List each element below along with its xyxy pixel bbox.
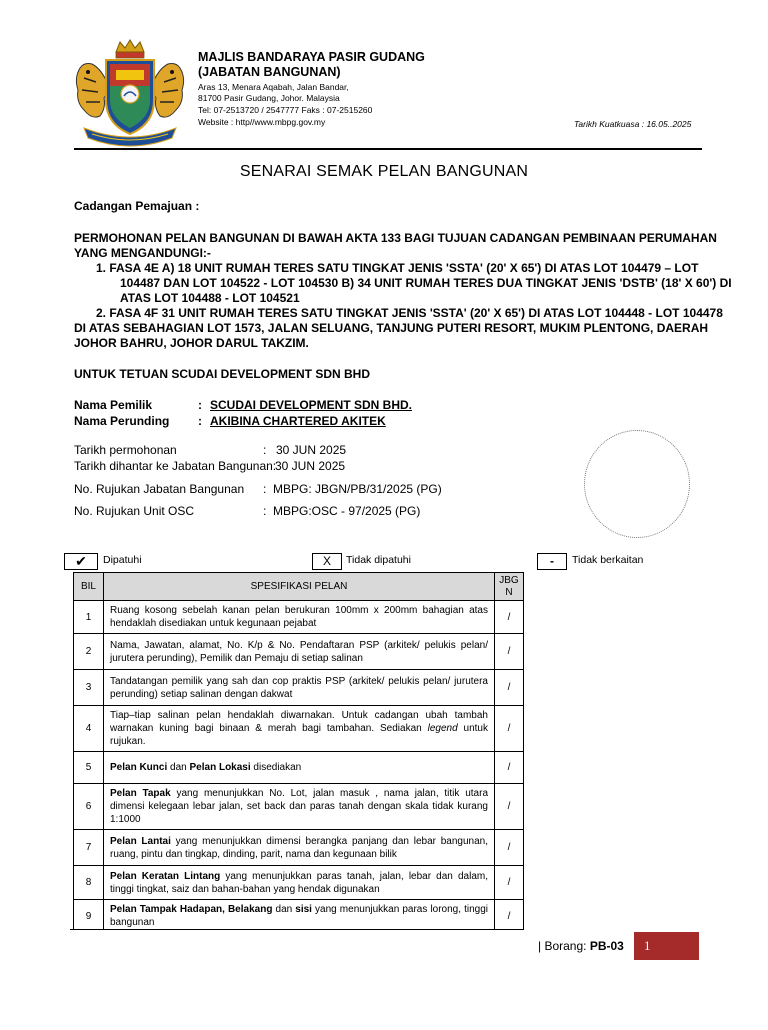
owner-colon: :	[198, 398, 202, 412]
row-number: 1	[74, 601, 104, 634]
row-number: 2	[74, 634, 104, 670]
osc-ref-label: No. Rujukan Unit OSC	[74, 504, 195, 518]
row-specification: Pelan Keratan Lintang yang menunjukkan paras tanah, jalan, lebar dan dalam, tinggi tingkat, saiz dan bahan-bahan yang hendak digunakan	[104, 866, 495, 900]
row-specification: Nama, Jawatan, alamat, No. K/p & No. Pendaftaran PSP (arkitek/ pelukis pelan/ jurutera perunding), Pemilik dan Pemaju di setiap salinan	[104, 634, 495, 670]
osc-ref-value: MBPG:OSC - 97/2025 (PG)	[273, 504, 421, 518]
proposal-line: YANG MENGANDUNGI:-	[74, 246, 211, 260]
row-number: 7	[74, 830, 104, 866]
header-dept	[495, 573, 524, 601]
proposal-line: JOHOR BAHRU, JOHOR DARUL TAKZIM.	[74, 336, 309, 350]
submission-date-value: 30 JUN 2025	[275, 459, 346, 473]
table-row	[74, 670, 524, 706]
proposal-item-line: 2. FASA 4F 31 UNIT RUMAH TERES SATU TINGKAT JENIS 'SSTA' (20' X 65') DI ATAS LOT 104448 - LOT 104478	[96, 306, 723, 320]
form-code: PB-03	[589, 939, 624, 953]
table-row	[74, 830, 524, 866]
consultant-value: AKIBINA CHARTERED AKITEK	[210, 414, 386, 428]
official-stamp-area	[584, 430, 690, 538]
owner-label: Nama Pemilik	[74, 398, 153, 412]
organization-name: MAJLIS BANDARAYA PASIR GUDANG	[198, 50, 425, 64]
row-specification: Pelan Lantai yang menunjukkan dimensi berangka panjang dan lebar bangunan, ruang, pintu dan tingkap, dinding, parit, nama dan kegunaan bilik	[104, 830, 495, 866]
row-check-mark: /	[495, 866, 524, 900]
building-dept-ref-value: MBPG: JBGN/PB/31/2025 (PG)	[273, 482, 442, 496]
header-no	[74, 573, 104, 601]
row-check-mark: /	[495, 634, 524, 670]
mbpg-crest-logo	[70, 38, 190, 150]
row-check-mark: /	[495, 752, 524, 784]
effective-date: Tarikh Kuatkuasa : 16.05..2025	[574, 119, 692, 129]
table-row	[74, 601, 524, 634]
phone-fax-line: Tel: 07-2513720 / 2547777 Faks : 07-2515260	[198, 105, 373, 115]
row-number: 9	[74, 900, 104, 933]
table-header-row	[74, 573, 524, 601]
form-label: | Borang:	[538, 939, 590, 953]
application-date-sep: :	[263, 443, 267, 457]
osc-ref-sep: :	[263, 504, 267, 518]
row-number: 6	[74, 784, 104, 830]
owner-value: SCUDAI DEVELOPMENT SDN BHD.	[210, 398, 413, 412]
proposal-item-line: 104487 DAN LOT 104522 - LOT 104530 B) 34 UNIT RUMAH TERES DUA TINGKAT JENIS 'DSTB' (18' X 60') DI	[120, 276, 732, 290]
proposal-line: DI ATAS SEBAHAGIAN LOT 1573, JALAN SELUANG, TANJUNG PUTERI RESORT, MUKIM PLENTONG, DAERAH	[74, 321, 709, 335]
application-date-label: Tarikh permohonan	[74, 443, 177, 457]
row-specification: Ruang kosong sebelah kanan pelan berukuran 100mm x 200mm bahagian atas hendaklah disediakan untuk kegunaan pejabat	[104, 601, 495, 634]
application-date-value: 30 JUN 2025	[276, 443, 347, 457]
row-number: 4	[74, 706, 104, 752]
row-number: 5	[74, 752, 104, 784]
legend-complied-box: ✔	[64, 553, 98, 570]
row-specification: Pelan Tapak yang menunjukkan No. Lot, jalan masuk , nama jalan, titik utara dimensi kelegaan lebar jalan, set back dan paras tanah dengan skala tidak kurang 1:1000	[104, 784, 495, 830]
row-specification: Tiap–tiap salinan pelan hendaklah diwarnakan. Untuk cadangan ubah tambah warnakan kuning bagi binaan & merah bagi tambahan. Sediakan legend untuk rujukan.	[104, 706, 495, 752]
header-spec: SPESIFIKASI PELAN	[104, 573, 495, 601]
proposal-line: PERMOHONAN PELAN BANGUNAN DI BAWAH AKTA 133 BAGI TUJUAN CADANGAN PEMBINAAN PERUMAHAN	[74, 231, 717, 245]
table-row	[74, 752, 524, 784]
row-check-mark: /	[495, 601, 524, 634]
legend-not-complied-box: X	[312, 553, 342, 570]
row-check-mark: /	[495, 706, 524, 752]
row-check-mark: /	[495, 900, 524, 933]
table-row	[74, 900, 524, 933]
legend-not-applicable-box: -	[537, 553, 567, 570]
row-number: 8	[74, 866, 104, 900]
form-reference	[538, 939, 624, 953]
proposal-description	[74, 231, 732, 351]
department-name: (JABATAN BANGUNAN)	[198, 65, 341, 79]
website-line: Website : http//www.mbpg.gov.my	[198, 117, 326, 127]
document-title: SENARAI SEMAK PELAN BANGUNAN	[239, 163, 529, 180]
legend-not-complied-label: Tidak dipatuhi	[346, 554, 411, 566]
header-divider	[74, 148, 702, 150]
address-line: 81700 Pasir Gudang, Johor. Malaysia	[198, 93, 340, 103]
row-number: 3	[74, 670, 104, 706]
proposal-item-line: ATAS LOT 104488 - LOT 104521	[120, 291, 300, 305]
row-specification: Pelan Tampak Hadapan, Belakang dan sisi yang menunjukkan paras lorong, tinggi bangunan	[104, 900, 495, 933]
row-specification: Tandatangan pemilik yang sah dan cop praktis PSP (arkitek/ pelukis pelan/ jurutera perunding) setiap salinan dengan dakwat	[104, 670, 495, 706]
table-row	[74, 866, 524, 900]
building-dept-ref-sep: :	[263, 482, 267, 496]
legend-complied-label: Dipatuhi	[103, 554, 142, 566]
table-row	[74, 706, 524, 752]
row-check-mark: /	[495, 670, 524, 706]
consultant-colon: :	[198, 414, 202, 428]
client-line: UNTUK TETUAN SCUDAI DEVELOPMENT SDN BHD	[74, 367, 371, 381]
proposal-item-line: 1. FASA 4E A) 18 UNIT RUMAH TERES SATU TINGKAT JENIS 'SSTA' (20' X 65') DI ATAS LOT 104479 – LOT	[96, 261, 699, 275]
page-number: 1	[634, 932, 699, 960]
table-row	[74, 784, 524, 830]
row-specification: Pelan Kunci dan Pelan Lokasi disediakan	[104, 752, 495, 784]
row-check-mark: /	[495, 830, 524, 866]
proposal-label: Cadangan Pemajuan :	[74, 199, 200, 213]
submission-date-label: Tarikh dihantar ke Jabatan Bangunan:	[74, 459, 277, 473]
specification-table	[73, 572, 524, 933]
table-row	[74, 634, 524, 670]
header-no-text: BIL	[80, 580, 96, 592]
consultant-label: Nama Perunding	[74, 414, 170, 428]
table-cut-line	[70, 929, 524, 930]
row-check-mark: /	[495, 784, 524, 830]
address-line: Aras 13, Menara Aqabah, Jalan Bandar,	[198, 82, 349, 92]
header-dept-text: JBGN	[499, 574, 519, 598]
building-dept-ref-label: No. Rujukan Jabatan Bangunan	[74, 482, 245, 496]
legend-not-applicable-label: Tidak berkaitan	[572, 554, 644, 566]
